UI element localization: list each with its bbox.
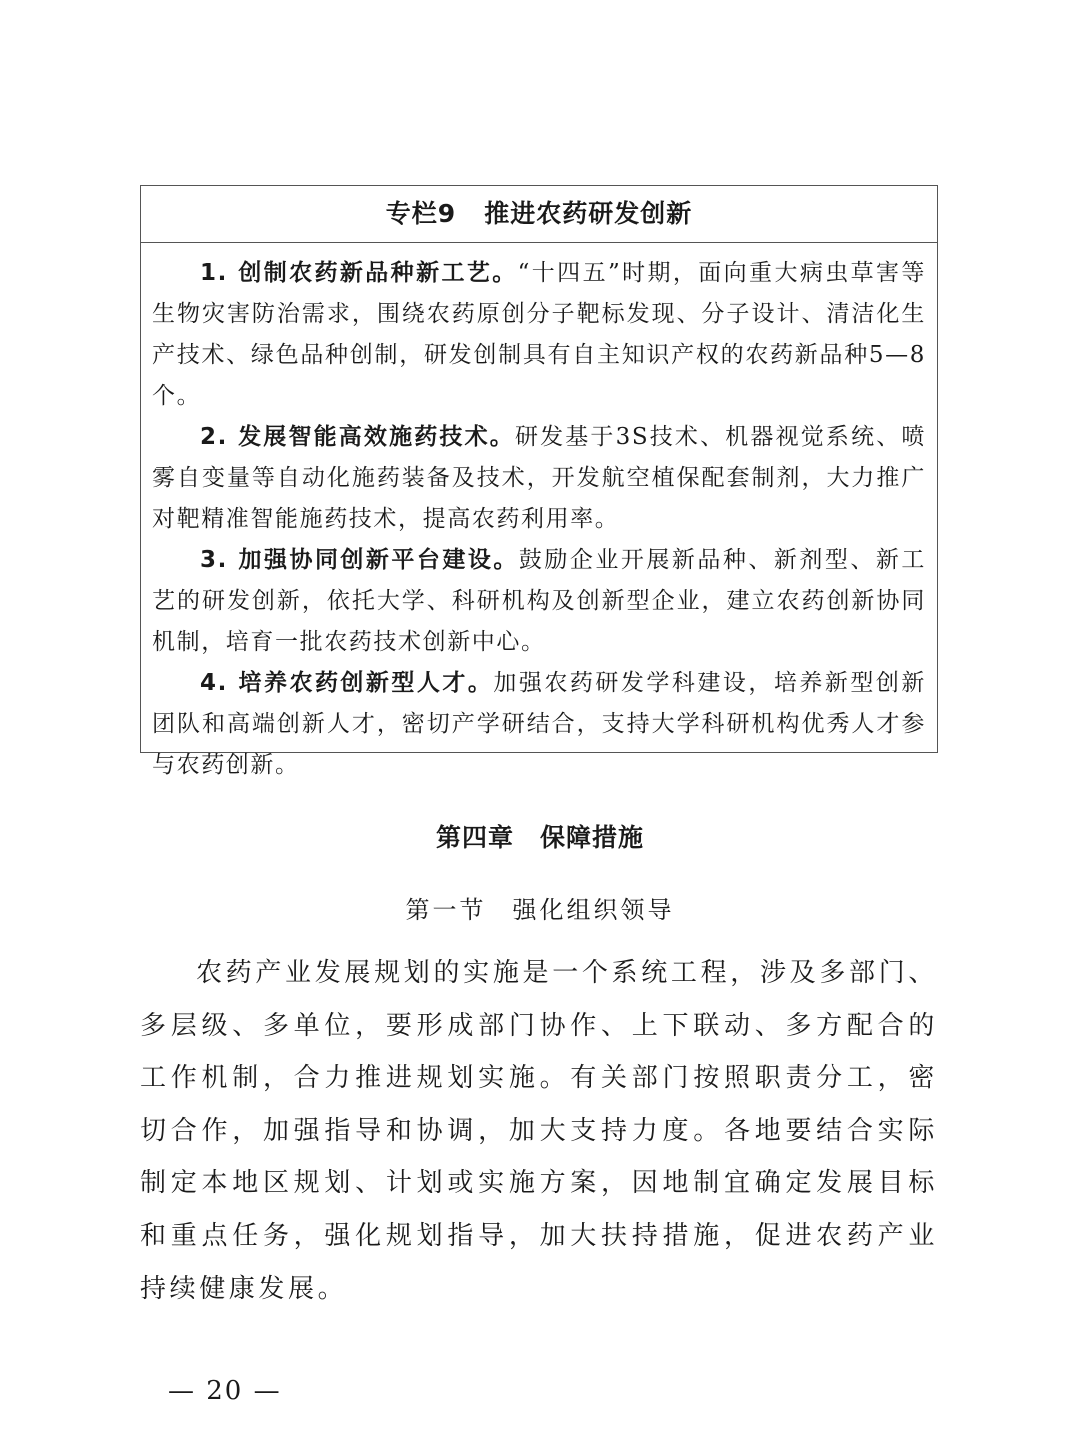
feature-item-heading: 2. 发展智能高效施药技术。 — [200, 424, 515, 450]
chapter-heading — [0, 818, 1080, 854]
feature-item — [152, 417, 926, 540]
feature-item-text: 研发基于3S技术、机器视觉系统、喷雾自变量等自动化施药装备及技术，开发航空植保配套制剂，大力推广对靶精准智能施药技术，提高农药利用率。 — [152, 424, 926, 532]
page-number: — 20 — — [168, 1376, 282, 1406]
section-heading — [0, 890, 1080, 925]
feature-box-body — [141, 243, 937, 786]
feature-box-label: 专栏9 — [385, 199, 457, 228]
feature-item-heading: 3. 加强协同创新平台建设。 — [200, 547, 519, 573]
feature-item-text: 加强农药研发学科建设，培养新型创新团队和高端创新人才，密切产学研结合，支持大学科研机构优秀人才参与农药创新。 — [152, 670, 926, 778]
chapter-title: 保障措施 — [540, 823, 645, 852]
feature-item — [152, 540, 926, 663]
feature-item-heading: 4. 培养农药创新型人才。 — [200, 670, 494, 696]
chapter-number: 第四章 — [435, 823, 514, 852]
feature-item — [152, 663, 926, 786]
feature-item-text: 鼓励企业开展新品种、新剂型、新工艺的研发创新，依托大学、科研机构及创新型企业，建立农药创新协同机制，培育一批农药技术创新中心。 — [152, 547, 926, 655]
feature-item — [152, 253, 926, 417]
feature-box-title: 推进农药研发创新 — [484, 199, 693, 228]
section-number: 第一节 — [405, 896, 487, 924]
section-title: 强化组织领导 — [512, 896, 675, 924]
feature-box — [140, 185, 938, 778]
feature-item-heading: 1. 创制农药新品种新工艺。 — [200, 260, 518, 286]
feature-item-text: “十四五”时期，面向重大病虫草害等生物灾害防治需求，围绕农药原创分子靶标发现、分子设计、清洁化生产技术、绿色品种创制，研发创制具有自主知识产权的农药新品种5—8个。 — [152, 260, 926, 409]
body-paragraph: 农药产业发展规划的实施是一个系统工程，涉及多部门、多层级、多单位，要形成部门协作、上下联动、多方配合的工作机制，合力推进规划实施。有关部门按照职责分工，密切合作，加强指导和协调，加大支持力度。各地要结合实际制定本地区规划、计划或实施方案，因地制宜确定发展目标和重点任务，强化规划指导，加大扶持措施，促进农药产业持续健康发展。 — [140, 958, 938, 1304]
feature-box-header — [141, 186, 937, 243]
